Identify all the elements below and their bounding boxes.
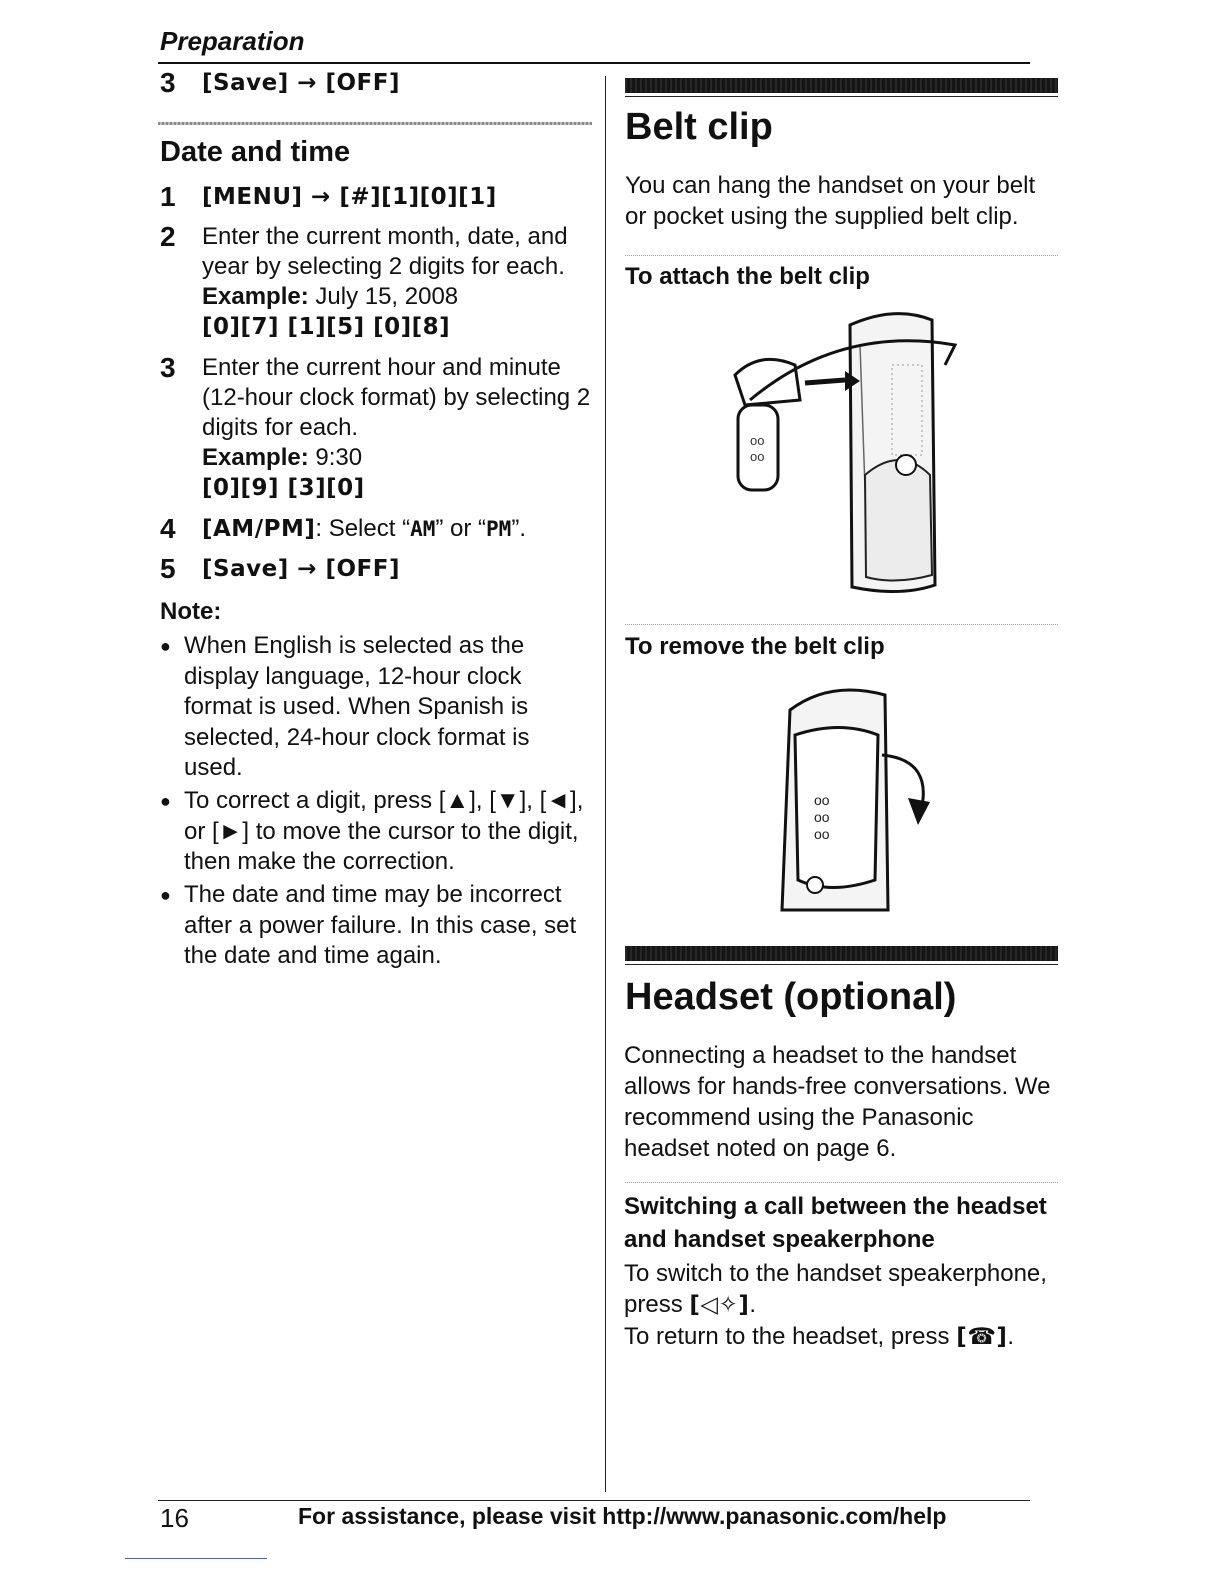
switch-text: . xyxy=(749,1291,757,1318)
step-4 xyxy=(160,514,592,544)
step-text: Enter the current month, date, and year by selecting 2 digits for each. xyxy=(202,223,568,280)
remove-heading: To remove the belt clip xyxy=(625,633,885,660)
svg-text:oo: oo xyxy=(814,826,830,842)
bullet-icon: ● xyxy=(160,636,171,656)
headset-heading: Headset (optional) xyxy=(625,976,957,1018)
section-divider xyxy=(158,122,592,125)
ampm-key: [AM/PM] xyxy=(202,516,316,542)
assistance-text: For assistance, please visit http://www.panasonic.com/help xyxy=(298,1503,947,1529)
band-rule xyxy=(625,96,1058,97)
example-value: July 15, 2008 xyxy=(308,283,459,310)
note-text: To correct a digit, press [▲], [▼], [◄], or [►] to move the cursor to the digit, then make the correction. xyxy=(184,787,584,875)
note-text: The date and time may be incorrect after a power failure. In this case, set the date and time again. xyxy=(184,881,577,969)
step-keys: [Save] → [OFF] xyxy=(202,70,400,96)
dotted-divider xyxy=(625,624,1058,625)
svg-text:oo: oo xyxy=(750,449,765,464)
belt-clip-intro: You can hang the handset on your belt or pocket using the supplied belt clip. xyxy=(625,172,1036,230)
speaker-key: [◁✧] xyxy=(689,1292,750,1318)
bullet-icon: ● xyxy=(160,885,171,905)
remove-belt-clip-illustration xyxy=(770,680,940,915)
example-value: 9:30 xyxy=(308,444,363,471)
dotted-divider xyxy=(625,1182,1058,1183)
switch-instructions xyxy=(624,1258,1064,1353)
date-time-heading: Date and time xyxy=(160,136,351,168)
svg-text:oo: oo xyxy=(750,433,765,448)
step-number: 4 xyxy=(160,513,176,544)
step-3 xyxy=(160,353,592,503)
svg-text:oo: oo xyxy=(814,792,830,808)
top-step xyxy=(160,68,592,98)
step-number: 1 xyxy=(160,181,176,212)
note-item xyxy=(160,786,592,878)
svg-text:oo: oo xyxy=(814,809,830,825)
section-band xyxy=(625,946,1058,961)
display-am: AM xyxy=(410,517,436,541)
page-edge-mark xyxy=(125,1558,267,1559)
step-keys: [MENU] → [#][1][0][1] xyxy=(202,184,497,210)
step-keys: [Save] → [OFF] xyxy=(202,556,400,582)
note-text: When English is selected as the display language, 12-hour clock format is used. When Spanish is selected, 24-hour clock format is used. xyxy=(184,632,530,781)
step-number: 5 xyxy=(160,553,176,584)
note-item xyxy=(160,880,592,972)
section-band xyxy=(625,78,1058,93)
note-label: Note: xyxy=(160,598,222,625)
dotted-divider xyxy=(625,255,1058,256)
step-number: 3 xyxy=(160,67,176,98)
switch-text: To switch to the handset speakerphone, press xyxy=(624,1260,1047,1318)
step-2 xyxy=(160,222,592,342)
header-rule xyxy=(158,62,1030,64)
belt-clip-heading: Belt clip xyxy=(625,106,773,148)
example-keys: [0][7] [1][5] [0][8] xyxy=(202,314,451,340)
step-5 xyxy=(160,554,592,584)
switch-heading: Switching a call between the headset and handset speakerphone xyxy=(624,1193,1047,1253)
example-keys: [0][9] [3][0] xyxy=(202,475,365,501)
headset-intro: Connecting a headset to the handset allows for hands-free conversations. We recommend using the Panasonic headset noted on page 6. xyxy=(624,1042,1051,1162)
section-title: Preparation xyxy=(160,26,305,56)
step-text: ”. xyxy=(511,515,526,542)
example-label: Example: xyxy=(202,444,309,471)
step-number: 3 xyxy=(160,352,176,383)
step-text: Enter the current hour and minute (12-hour clock format) by selecting 2 digits for each. xyxy=(202,354,591,441)
return-text: To return to the headset, press xyxy=(624,1323,957,1350)
example-label: Example: xyxy=(202,283,309,310)
page-number: 16 xyxy=(160,1503,189,1533)
note-item xyxy=(160,631,592,784)
step-text: : Select “ xyxy=(315,515,411,542)
attach-belt-clip-illustration xyxy=(720,305,970,600)
display-pm: PM xyxy=(486,517,512,541)
bullet-icon: ● xyxy=(160,791,171,811)
step-number: 2 xyxy=(160,221,176,252)
column-divider xyxy=(605,76,606,1492)
footer-rule xyxy=(158,1500,1030,1501)
band-rule xyxy=(625,964,1058,965)
step-1 xyxy=(160,182,592,212)
step-text: ” or “ xyxy=(435,515,487,542)
attach-heading: To attach the belt clip xyxy=(625,263,870,290)
talk-key: [☎] xyxy=(956,1324,1008,1350)
return-text: . xyxy=(1007,1323,1015,1350)
